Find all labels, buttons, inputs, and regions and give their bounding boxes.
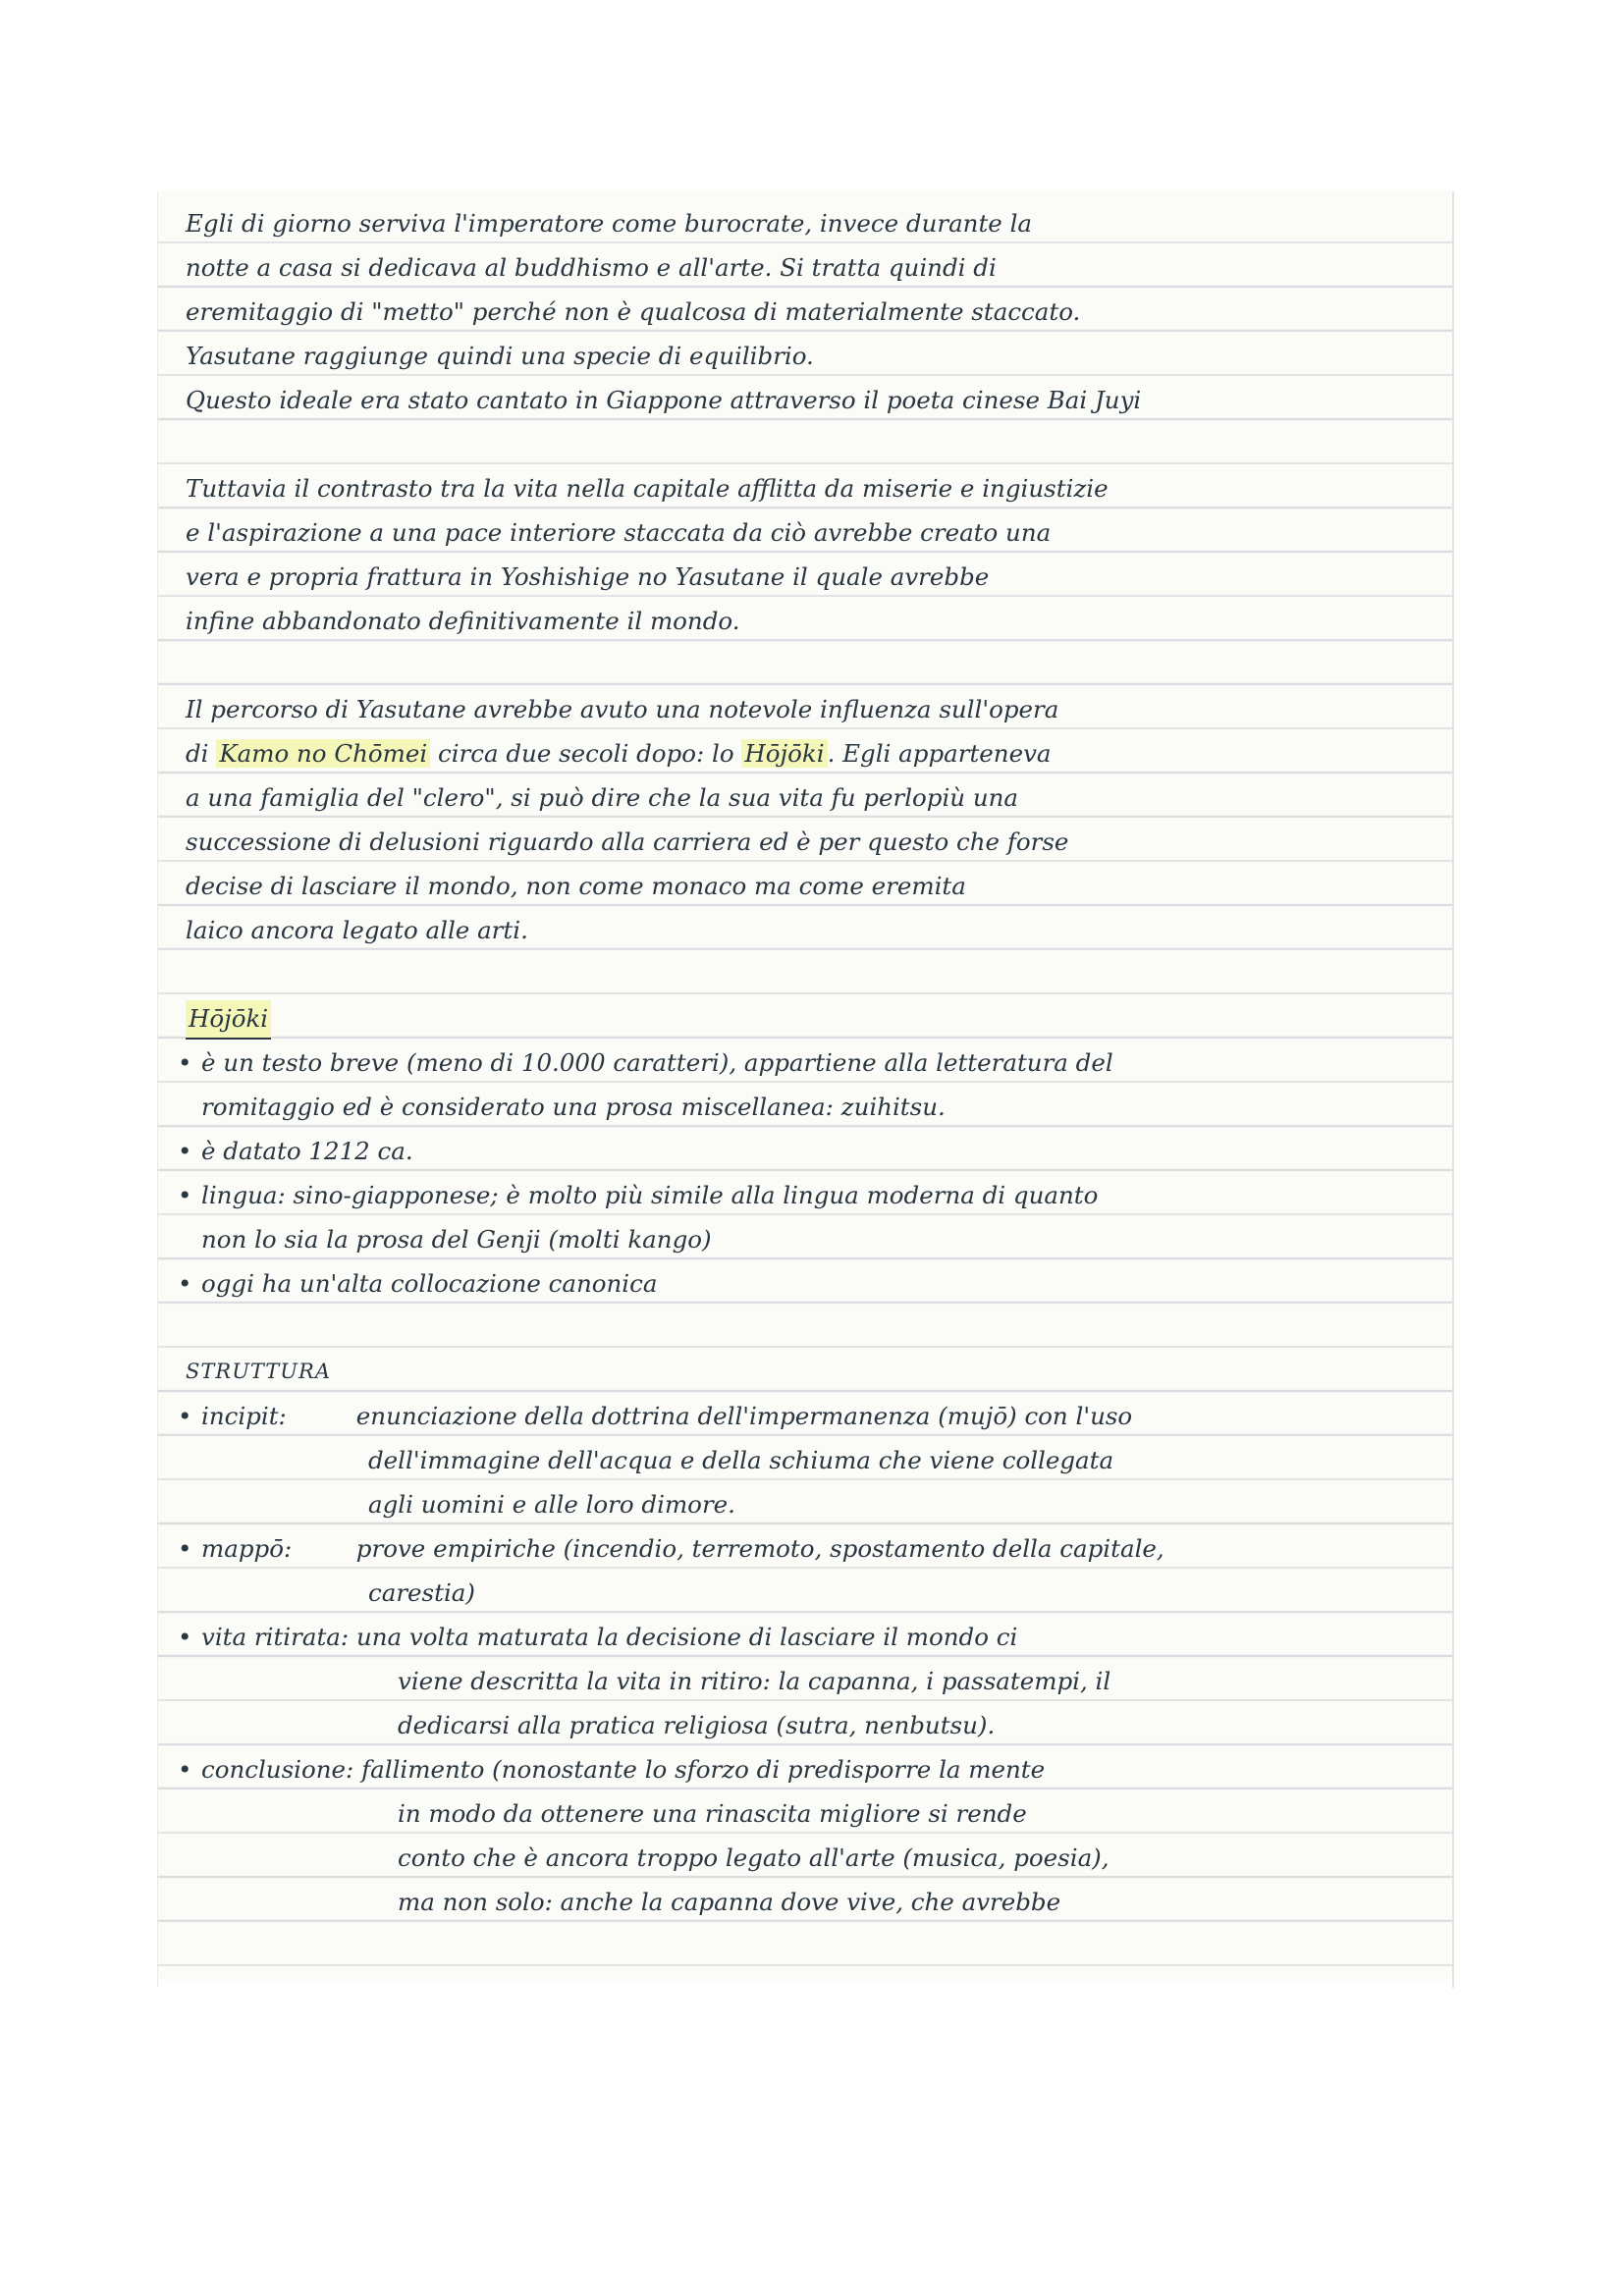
item-text: fallimento (nonostante lo sforzo di predisporre la mente	[361, 1755, 1046, 1784]
text-line: ma non solo: anche la capanna dove vive, che avrebbe	[398, 1888, 1061, 1916]
text-line: in modo da ottenere una rinascita migliore si rende	[398, 1799, 1027, 1828]
text-line: Il percorso di Yasutane avrebbe avuto una notevole influenza sull'opera	[186, 695, 1059, 723]
text-line: successione di delusioni riguardo alla carriera ed è per questo che forse	[186, 828, 1069, 856]
text-line: Tuttavia il contrasto tra la vita nella capitale afflitta da miserie e ingiustizie	[186, 474, 1109, 503]
blank-line	[186, 643, 1433, 687]
list-item	[186, 1394, 1433, 1526]
text-line: dell'immagine dell'acqua e della schiuma che viene collegata	[368, 1446, 1114, 1474]
text-line: notte a casa si dedicava al buddhismo e all'arte. Si tratta quindi di	[186, 253, 997, 282]
struttura-list	[186, 1394, 1433, 1924]
text-line: dedicarsi alla pratica religiosa (sutra, nenbutsu).	[398, 1711, 996, 1739]
text-line: Questo ideale era stato cantato in Giappone attraverso il poeta cinese Bai Juyi	[186, 386, 1142, 414]
list-item	[186, 1615, 1433, 1747]
text-line: infine abbandonato definitivamente il mondo.	[186, 607, 740, 635]
list-item	[186, 1041, 1433, 1129]
text-line	[201, 1526, 1433, 1571]
blank-line	[186, 1306, 1433, 1350]
blank-line	[186, 422, 1433, 466]
text-line	[201, 1394, 1433, 1438]
list-item	[186, 1261, 1433, 1306]
text-line: laico ancora legato alle arti.	[186, 916, 528, 944]
text-line: carestia)	[368, 1578, 475, 1607]
hojoki-bullet-list	[186, 1041, 1433, 1306]
item-label: conclusione:	[201, 1755, 354, 1784]
text-line: a una famiglia del "clero", si può dire che la sua vita fu perlopiù una	[186, 783, 1019, 812]
text-line: • lingua: sino-giapponese; è molto più simile alla lingua moderna di quanto	[201, 1181, 1099, 1209]
text-line: viene descritta la vita in ritiro: la capanna, i passatempi, il	[398, 1667, 1111, 1695]
item-text: una volta maturata la decisione di lasciare il mondo ci	[355, 1623, 1018, 1651]
list-item	[186, 1526, 1433, 1615]
text-line: romitaggio ed è considerato una prosa miscellanea: zuihitsu.	[201, 1093, 946, 1121]
list-item	[186, 1747, 1433, 1924]
item-label: mappō:	[201, 1534, 293, 1563]
highlighted-author: Kamo no Chōmei	[216, 739, 430, 768]
text-line: decise di lasciare il mondo, non come monaco ma come eremita	[186, 872, 966, 900]
text-line: conto che è ancora troppo legato all'arte (musica, poesia),	[398, 1843, 1110, 1872]
text-line	[201, 1615, 1433, 1659]
hojoki-section	[186, 996, 1433, 1306]
notebook-page	[157, 191, 1454, 1988]
text-fragment: circa due secoli dopo: lo	[437, 739, 734, 768]
text-line: vera e propria frattura in Yoshishige no Yasutane il quale avrebbe	[186, 562, 990, 591]
paragraph-2	[186, 466, 1433, 643]
item-label: incipit:	[201, 1402, 287, 1430]
text-line: agli uomini e alle loro dimore.	[368, 1490, 735, 1519]
paragraph-3	[186, 687, 1433, 952]
section-heading: STRUTTURA	[186, 1360, 331, 1383]
struttura-section	[186, 1350, 1433, 1924]
text-line: • oggi ha un'alta collocazione canonica	[201, 1269, 658, 1298]
item-text: enunciazione della dottrina dell'impermanenza (mujō) con l'uso	[355, 1402, 1133, 1430]
text-line	[186, 731, 1433, 775]
text-line	[201, 1747, 1433, 1791]
item-text: prove empiriche (incendio, terremoto, spostamento della capitale,	[355, 1534, 1164, 1563]
section-heading: Hōjōki	[186, 1000, 271, 1040]
text-fragment: di	[186, 739, 209, 768]
handwritten-notes	[186, 201, 1433, 1924]
text-line: • è datato 1212 ca.	[201, 1137, 413, 1165]
item-label: vita ritirata:	[201, 1623, 350, 1651]
section-heading-line	[186, 996, 1433, 1041]
text-line: Egli di giorno serviva l'imperatore come burocrate, invece durante la	[186, 209, 1033, 238]
text-line: e l'aspirazione a una pace interiore staccata da ciò avrebbe creato una	[186, 518, 1052, 547]
text-line: Yasutane raggiunge quindi una specie di equilibrio.	[186, 342, 814, 370]
blank-line	[186, 952, 1433, 996]
text-fragment: . Egli apparteneva	[827, 739, 1052, 768]
paragraph-1	[186, 201, 1433, 422]
list-item	[186, 1173, 1433, 1261]
text-line: • è un testo breve (meno di 10.000 caratteri), appartiene alla letteratura del	[201, 1048, 1113, 1077]
list-item	[186, 1129, 1433, 1173]
highlighted-work-title: Hōjōki	[741, 739, 827, 768]
text-line: eremitaggio di "metto" perché non è qualcosa di materialmente staccato.	[186, 297, 1081, 326]
text-line: non lo sia la prosa del Genji (molti kango)	[201, 1225, 712, 1254]
